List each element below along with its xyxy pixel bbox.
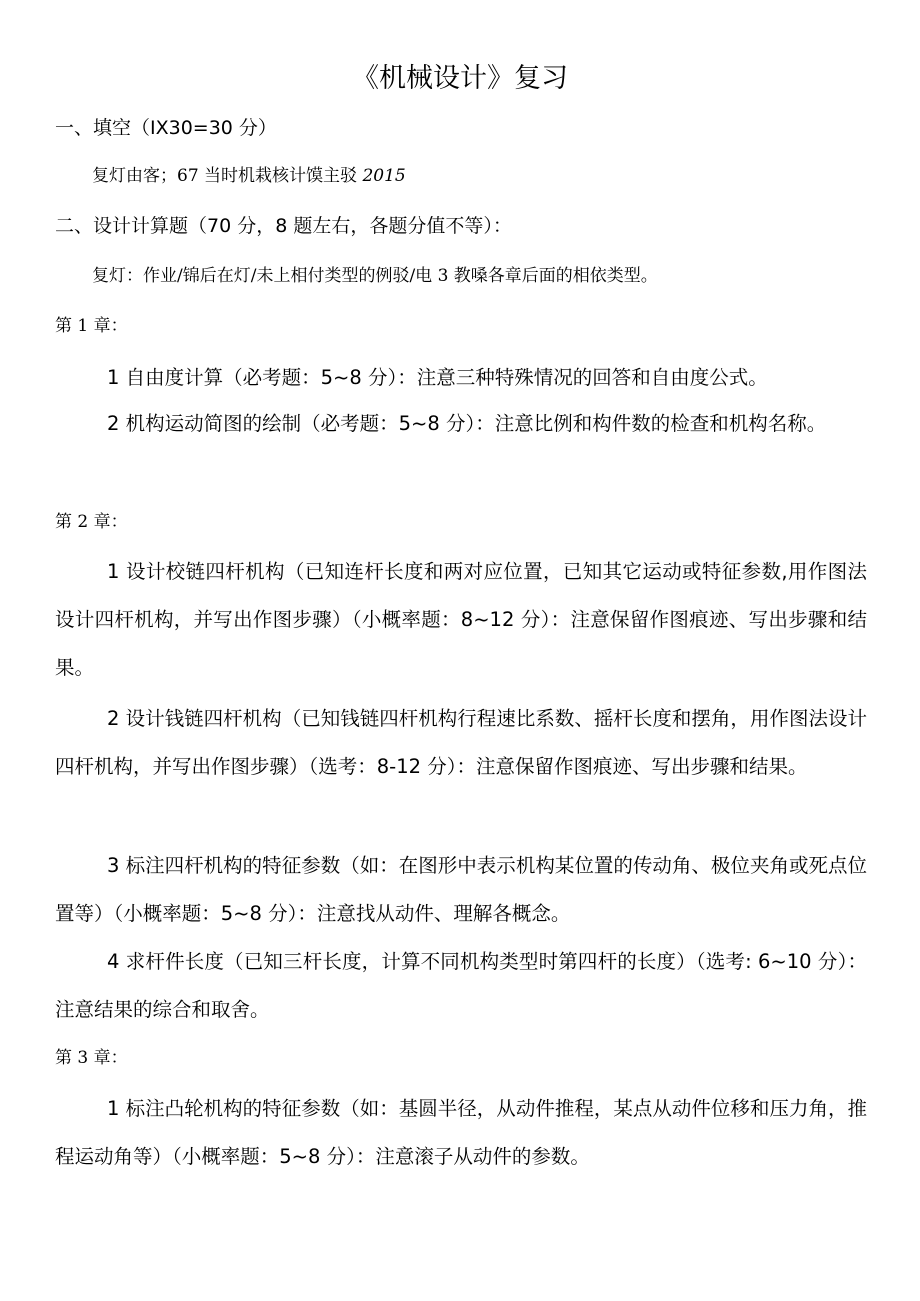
chapter-3-label: 第 3 章： [55,1048,128,1068]
chapter-2-item-3: 3 标注四杆机构的特征参数（如：在图形中表示机构某位置的传动角、极位夹角或死点位置等）（小概率题：5~8 分）：注意找从动件、理解各概念。 [55,854,867,925]
section-1-heading: 一、填空（IX30=30 分） [55,117,277,139]
section-1-note-text: 复灯由客；67 当时机栽核计馍主驳 [92,166,358,186]
chapter-2-item-4: 4 求杆件长度（已知三杆长度，计算不同机构类型时第四杆的长度）（选考: 6~10 分）：注意结果的综合和取舍。 [55,950,867,1021]
section-1-note-year: 2015 [362,166,406,186]
chapter-3-item-1: 1 标注凸轮机构的特征参数（如：基圆半径，从动件推程，某点从动件位移和压力角，推程运动角等）（小概率题：5~8 分）：注意滚子从动件的参数。 [55,1097,867,1168]
chapter-2-item-2: 2 设计钱链四杆机构（已知钱链四杆机构行程速比系数、摇杆长度和摆角，用作图法设计四杆机构，并写出作图步骤）（选考：8-12 分）：注意保留作图痕迹、写出步骤和结果。 [55,707,867,778]
chapter-1-label: 第 1 章： [55,316,128,336]
chapter-1-item-2: 2 机构运动简图的绘制（必考题：5~8 分）：注意比例和构件数的检查和机构名称。 [107,412,827,435]
section-1-note [92,164,406,188]
chapter-1-item-1: 1 自由度计算（必考题：5~8 分）：注意三种特殊情况的回答和自由度公式。 [107,366,768,389]
section-2-heading: 二、设计计算题（70 分，8 题左右，各题分值不等）： [55,215,512,237]
section-2-note: 复灯：作业/锦后在灯/未上相付类型的例驳/电 3 教嗓各章后面的相依类型。 [92,266,658,286]
chapter-2-label: 第 2 章： [55,512,128,532]
chapter-2-item-1: 1 设计校链四杆机构（已知连杆长度和两对应位置，已知其它运动或特征参数,用作图法设计四杆机构，并写出作图步骤）（小概率题：8~12 分）：注意保留作图痕迹、写出步骤和结果。 [55,560,867,679]
page-title: 《机械设计》复习 [352,63,568,94]
